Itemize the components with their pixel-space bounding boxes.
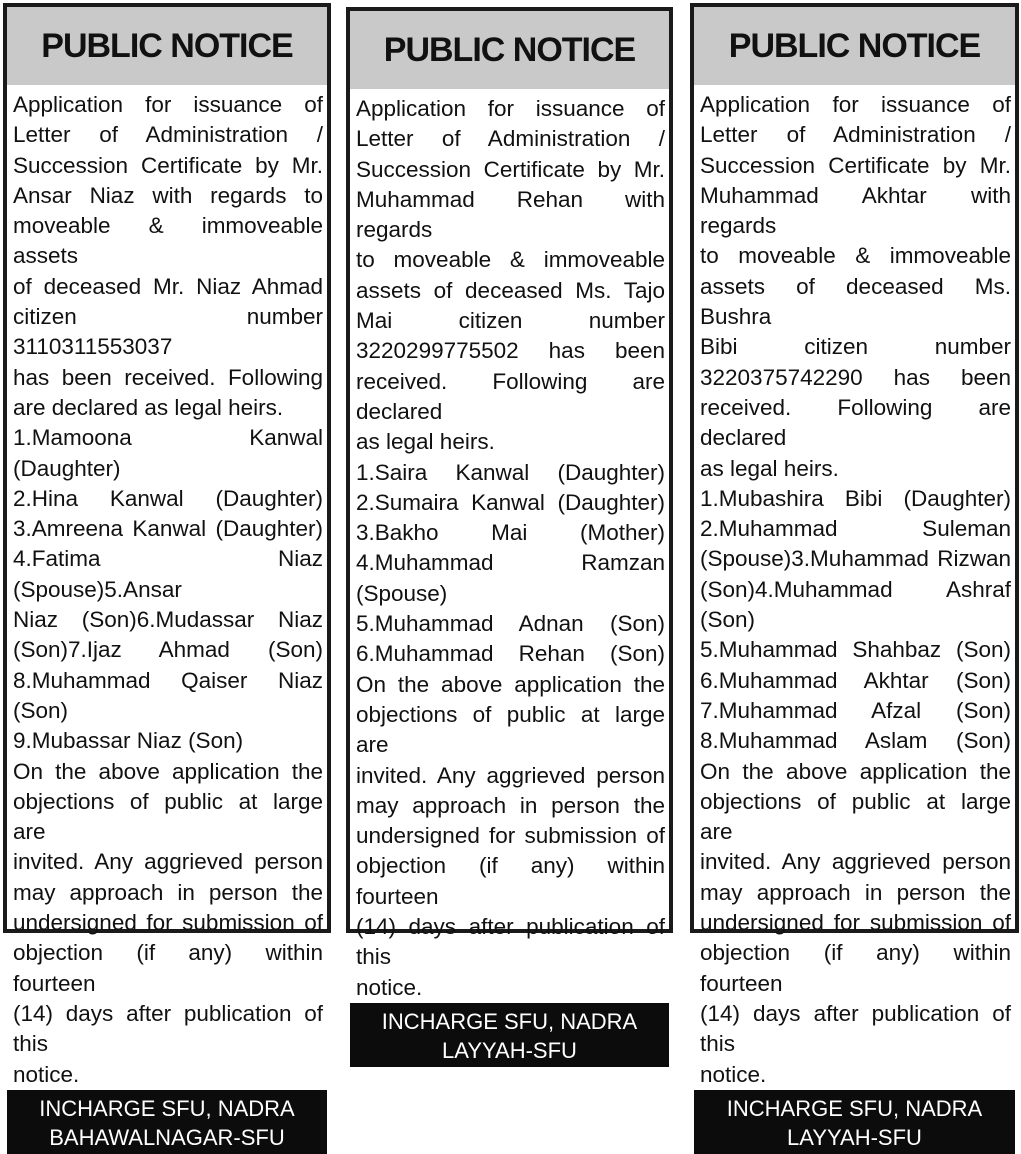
notice-line: as legal heirs. [356,429,495,455]
notice-line: objection (if any) within fourteen [13,940,323,996]
notice-line: as legal heirs. [700,455,839,481]
footer-office: INCHARGE SFU, NADRA [381,1008,638,1034]
notice-line: may approach in person the [700,879,1011,905]
notice-line: has been received. Following [13,364,323,390]
notice-line: 5.Muhammad Shahbaz (Son) [700,637,1011,663]
notice-line: 2.Hina Kanwal (Daughter) [13,485,323,511]
notice-line: may approach in person the [356,792,665,818]
notice-line: invited. Any aggrieved person [356,762,665,788]
footer-office: INCHARGE SFU, NADRA [39,1095,295,1121]
notice-footer [7,1090,327,1154]
notice-line: objection (if any) within fourteen [356,853,665,909]
notice-body [7,85,327,1090]
notice-line: Succession Certificate by Mr. [700,152,1011,178]
notice-line: received. Following are declared [356,368,665,424]
notice-line: 3.Amreena Kanwal (Daughter) [13,516,323,542]
notice-line: Succession Certificate by Mr. [13,152,323,178]
notice-line: On the above application the [700,758,1011,784]
notice-footer [694,1090,1015,1154]
notice-line: undersigned for submission of [13,910,323,936]
notice-line: assets of deceased Ms. Tajo [356,277,665,303]
notice-line: invited. Any aggrieved person [13,849,323,875]
notice-line: 6.Muhammad Rehan (Son) [356,641,665,667]
notice-line: 7.Muhammad Afzal (Son) [700,697,1011,723]
notice-line: 1.Saira Kanwal (Daughter) [356,459,665,485]
notice-line: 8.Muhammad Qaiser Niaz (Son) [13,667,323,723]
notice-line: notice. [13,1061,80,1087]
notice-layyah-rehan [346,7,673,1063]
notice-line: Mai citizen number [356,308,665,334]
notice-line: to moveable & immoveable [356,247,665,273]
notice-line: 3220375742290 has been [700,364,1011,390]
notice-line: 3220299775502 has been [356,338,665,364]
notice-line: Letter of Administration / [13,122,323,148]
notice-line: (Son)4.Muhammad Ashraf (Son) [700,576,1011,633]
notice-line: Ansar Niaz with regards to [13,182,323,208]
notice-line: 1.Mubashira Bibi (Daughter) [700,485,1011,511]
notice-bahawalnagar [3,3,331,1150]
notice-line: assets of deceased Ms. Bushra [700,273,1011,330]
notice-line: are declared as legal heirs. [13,394,284,420]
notice-line: On the above application the [356,671,665,697]
notice-line: objections of public at large are [700,788,1011,845]
notice-line: to moveable & immoveable [700,243,1011,269]
notice-line: Application for issuance of [356,96,665,121]
notice-line: 6.Muhammad Akhtar (Son) [700,667,1011,693]
notice-line: 4.Fatima Niaz (Spouse)5.Ansar [13,546,323,602]
notice-layyah-akhtar [690,3,1019,1150]
notice-line: (Son)7.Ijaz Ahmad (Son) [13,637,323,663]
notice-line: Application for issuance of [700,92,1011,117]
notice-line: may approach in person the [13,879,323,905]
notice-line: 9.Mubassar Niaz (Son) [13,728,244,754]
notice-body [694,85,1015,1090]
notice-line: notice. [356,974,423,1000]
notice-title: PUBLIC NOTICE [694,7,1015,85]
footer-location: BAHAWALNAGAR-SFU [49,1124,285,1150]
footer-location: LAYYAH-SFU [787,1124,922,1150]
notice-line: citizen number 3110311553037 [13,304,323,360]
notice-title: PUBLIC NOTICE [7,7,327,85]
notice-footer [350,1003,669,1067]
notice-line: objections of public at large are [13,788,323,845]
footer-location: LAYYAH-SFU [442,1037,577,1063]
notice-line: undersigned for submission of [356,823,665,849]
footer-office: INCHARGE SFU, NADRA [726,1095,983,1121]
notice-line: Succession Certificate by Mr. [356,156,665,182]
notice-line: Muhammad Rehan with regards [356,186,665,243]
notice-line: (14) days after publication of this [13,1000,323,1057]
notice-line: invited. Any aggrieved person [700,849,1011,875]
notice-title: PUBLIC NOTICE [350,11,669,89]
notice-line: received. Following are declared [700,394,1011,451]
notice-line: (14) days after publication of this [700,1000,1011,1057]
notice-line: moveable & immoveable assets [13,213,323,269]
notice-line: Letter of Administration / [356,126,665,152]
notice-line: 8.Muhammad Aslam (Son) [700,728,1011,754]
notice-line: Bibi citizen number [700,334,1011,360]
notice-line: 2.Muhammad Suleman [700,516,1011,542]
notice-line: Application for issuance of [13,92,323,117]
notice-line: 5.Muhammad Adnan (Son) [356,611,665,637]
notice-line: undersigned for submission of [700,910,1011,936]
notice-line: Muhammad Akhtar with regards [700,182,1011,239]
notice-line: 2.Sumaira Kanwal (Daughter) [356,489,665,515]
notice-line: objection (if any) within fourteen [700,940,1011,996]
notice-line: 3.Bakho Mai (Mother) [356,520,665,546]
notice-line: 1.Mamoona Kanwal (Daughter) [13,425,323,481]
notice-line: (14) days after publication of this [356,914,665,970]
notice-line: 4.Muhammad Ramzan (Spouse) [356,550,665,606]
notice-line: notice. [700,1061,767,1087]
notice-line: of deceased Mr. Niaz Ahmad [13,273,323,299]
notice-line: Niaz (Son)6.Mudassar Niaz [13,607,323,633]
notice-line: objections of public at large are [356,701,665,758]
notice-line: Letter of Administration / [700,122,1011,148]
notice-body [350,89,669,1003]
notice-line: On the above application the [13,758,323,784]
notice-line: (Spouse)3.Muhammad Rizwan [700,546,1011,572]
